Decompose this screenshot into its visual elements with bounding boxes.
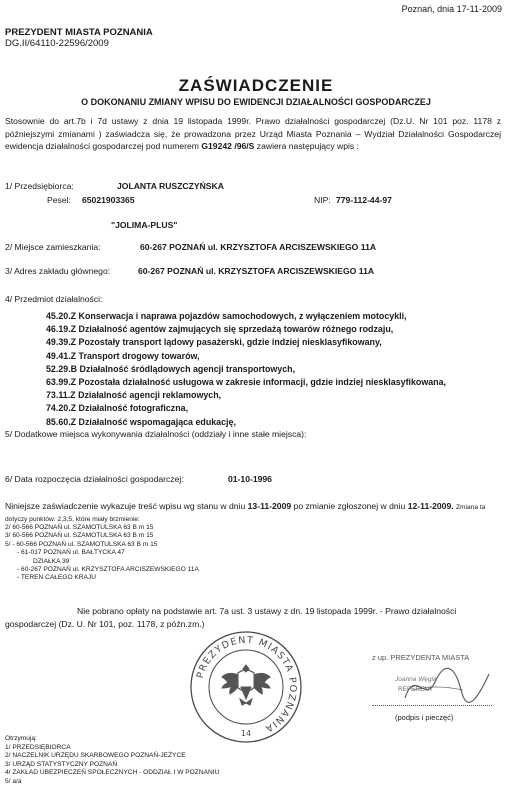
activity-item: 46.19.Z Działalność agentów zajmujących się sprzedażą towarów różnego rodzaju, (46, 324, 394, 335)
previous-address-line: - 61-017 POZNAŃ ul. BAŁTYCKA 47 (17, 549, 125, 557)
status-mid: po zmianie zgłoszonej w dniu (293, 501, 406, 511)
main-address-value: 60-267 POZNAŃ ul. KRZYSZTOFA ARCISZEWSKIEGO 11A (138, 266, 375, 276)
signature-line (372, 705, 492, 706)
issuer-name: PREZYDENT MIASTA POZNANIA (5, 27, 153, 38)
registry-number: G19242 /96/S (201, 141, 255, 152)
document-title: ZAŚWIADCZENIE (178, 76, 334, 95)
recipient-item: 5/ a/a (5, 777, 22, 785)
additional-places-label: 5/ Dodatkowe miejsca wykonywania działalności (oddziały i inne stałe miejsca): (5, 429, 307, 439)
intro-tail: zawiera następujący wpis : (256, 141, 359, 152)
previous-address-line: 2/ 60-566 POZNAŃ ul. SZAMOTULSKA 63 B m 15 (5, 524, 154, 531)
change-note: Zmiana ta dotyczy punktów: 2,3,5, które miały brzmienie: (5, 504, 486, 524)
handwritten-signature-icon (395, 660, 495, 710)
nip-value: 779-112-44-97 (336, 195, 392, 205)
recipient-item: 2/ NACZELNIK URZĘDU SKARBOWEGO POZNAŃ-JEŻYCE (5, 752, 186, 760)
activity-item: 73.11.Z Działalność agencji reklamowych, (46, 390, 222, 401)
signature-role: REFERENT (398, 686, 434, 693)
previous-address-line: 3/ 60-566 POZNAŃ ul. SZAMOTULSKA 63 B m 15 (5, 532, 154, 540)
previous-address-line: DZIAŁKA 39 (33, 557, 70, 565)
recipient-item: 4/ ZAKŁAD UBEZPIECZEŃ SPOŁECZNYCH - ODDZIAŁ I W POZNANIU (5, 769, 220, 777)
activity-item: 85.60.Z Działalność wspomagająca edukację, (46, 416, 236, 427)
recipient-item: 3/ URZĄD STATYSTYCZNY POZNAŃ (5, 760, 118, 768)
activity-item: 49.41.Z Transport drogowy towarów, (46, 350, 200, 361)
document-subtitle: O DOKONANIU ZMIANY WPISU DO EWIDENCJI DZIAŁALNOŚCI GOSPODARCZEJ (81, 97, 431, 107)
signature-name: Joanna Węgla (395, 676, 437, 683)
signature-caption: (podpis i pieczęć) (395, 713, 454, 722)
document-date: Poznań, dnia 17-11-2009 (401, 4, 502, 14)
previous-address-line: - 60-267 POZNAŃ ul. KRZYSZTOFA ARCISZEWSKIEGO 11A (17, 566, 199, 574)
main-address-label: 3/ Adres zakładu głównego: (5, 266, 111, 276)
recipients-block (5, 735, 219, 787)
fee-paragraph: Nie pobrano opłaty na podstawie art. 7a ust. 3 ustawy z dn. 19 listopada 1999r. - Prawo działalności gospodarczej (Dz. U. Nr 101, poz. 1178, z późn.zm.) (5, 606, 457, 629)
start-date-label: 6/ Data rozpoczęcia działalności gospodarczej: (5, 474, 184, 484)
residence-address: 60-267 POZNAŃ ul. KRZYSZTOFA ARCISZEWSKIEGO 11A (140, 242, 377, 252)
reference-number: DG.II/64110-22596/2009 (5, 38, 109, 49)
pesel-label: Pesel: (47, 195, 71, 205)
previous-address-line: - TEREN CAŁEGO KRAJU (17, 574, 97, 582)
nip-label: NIP: (314, 195, 331, 205)
status-date: 13-11-2009 (247, 501, 292, 511)
previous-addresses (5, 524, 199, 583)
official-stamp (188, 629, 304, 745)
activities-label: 4/ Przedmiot działalności: (5, 294, 103, 304)
eagle-emblem-icon (222, 665, 270, 705)
activity-item: 45.20.Z Konserwacja i naprawa pojazdów samochodowych, z wyłączeniem motocykli, (46, 311, 407, 321)
status-text: Niniejsze zaświadczenie wykazuje treść wpisu wg stanu w dniu (5, 501, 246, 511)
recipients-label: Otrzymują: (5, 735, 37, 742)
entrepreneur-name: JOLANTA RUSZCZYŃSKA (117, 181, 224, 191)
residence-label: 2/ Miejsce zamieszkania: (5, 242, 101, 252)
activity-item: 49.39.Z Pozostały transport lądowy pasażerski, gdzie indziej niesklasyfikowany, (46, 337, 382, 348)
company-name: "JOLIMA-PLUS" (111, 220, 178, 230)
recipient-item: 1/ PRZEDSIĘBIORCA (5, 743, 71, 751)
pesel-value: 65021903365 (82, 195, 135, 205)
activity-item: 74.20.Z Działalność fotograficzna, (46, 403, 189, 414)
status-paragraph (5, 500, 505, 525)
intro-text: Stosownie do art.7b i 7d ustawy z dnia 19 listopada 1999r. Prawo działalności gospodarczej (Dz.U. Nr 101 poz. 1178 z późniejszymi zmianami ) zaświadcza się, że prowadzona przez Urząd Miasta Poznania – Wydział Działalności Gospodarczej ewidencja działalności gospodarczej pod numerem (5, 116, 501, 152)
change-date: 12-11-2009. (407, 501, 454, 511)
activities-list (46, 310, 446, 429)
activity-item: 63.99.Z Pozostała działalność usługowa w zakresie informacji, gdzie indziej niesklasyfikowana, (46, 377, 447, 388)
activity-item: 52.29.B Działalność śródlądowych agencji transportowych, (46, 363, 296, 374)
stamp-number: 14 (240, 729, 252, 738)
intro-paragraph (5, 115, 501, 153)
entrepreneur-label: 1/ Przedsiębiorca: (5, 181, 74, 191)
signature-for-label: z up. PREZYDENTA MIASTA (372, 653, 470, 662)
start-date-value: 01-10-1996 (228, 474, 272, 484)
previous-address-line: 5/ - 60-566 POZNAŃ ul. SZAMOTULSKA 63 B m 15 (5, 540, 158, 548)
stamp-text: PREZYDENT MIASTA POZNANIA (194, 634, 299, 735)
